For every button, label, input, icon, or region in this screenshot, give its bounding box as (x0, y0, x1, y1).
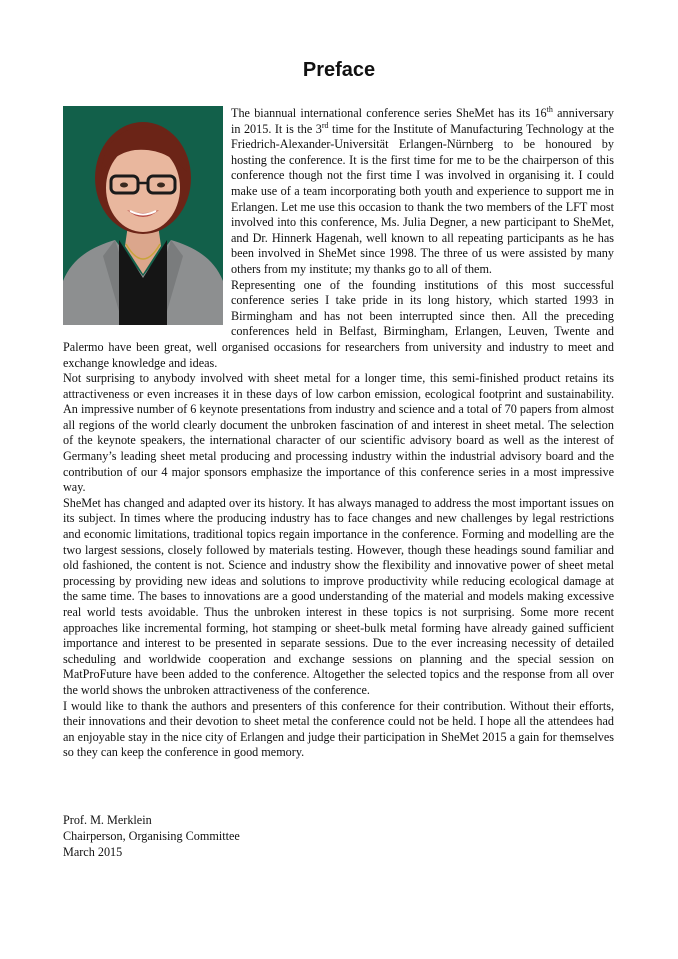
portrait-graphic (63, 106, 223, 325)
paragraph-1: The biannual international conference series SheMet has its 16th anniversary in 2015. It is the 3rd time for the Institute of Manufacturing Technology at the Friedrich-Alexander-Universität Erlangen-Nürnberg to be honoured by hosting the conference. It is the first time for me to be the chairperson of this conference though not the first time I was involved in organising it. I could make use of a team incorporating both youth and experience to support me in Erlangen. Let me use this occasion to thank the two members of the LFT most involved into this conference, Ms. Julia Degner, a new participant to SheMet, and Dr. Hinnerk Hagenah, well known to all repeating participants as he has been involved in SheMet since 1998. The three of us were assisted by many others from my institute; my thanks go to all of them. (231, 104, 615, 276)
signature-date: March 2015 (63, 845, 123, 859)
person-portrait-icon (63, 106, 223, 325)
paragraph-4: SheMet has changed and adapted over its history. It has always managed to address the most important issues on its subject. In times where the producing industry has to face changes and new challenges by legal restrictions and economic limitations, traditional topics regain importance in the conference. Forming and modelling are the two largest sessions, closely followed by materials testing. However, though these headings sound familiar and old fashioned, the content is not. Science and industry show the flexibility and innovative power of sheet metal processing by providing new ideas and solutions to improve productivity while reducing ecological damage at the same time. The bases to innovations are a good understanding of the material and models making excessive real world tests avoidable. Thus the unbroken interest in these topics is not surprising. Some more recent approaches like incremental forming, hot stamping or sheet-bulk metal forming have already gained sufficient importance and interest to be presented in separate sessions. Due to the ever increasing necessity of detailed scheduling and worldwide cooperation and exchange sessions on planning and the special session on MatProFuture have been added to the conference. Altogether the selected topics and the response from all over the world shows the unbroken attractiveness of the conference. (63, 495, 614, 697)
signature-block (63, 812, 463, 860)
signature-name: Prof. M. Merklein (63, 813, 152, 827)
paragraph-2: Representing one of the founding institutions of this most successful conference series I take pride in its long history, which started 1993 in Birmingham and has not been interrupted since then. All the preceding conferences held in Belfast, Birmingham, Erlangen, Leuven, Twente and Palermo have been great, well organised occasions for researchers from university and industry to meet and exchange knowledge and ideas. (63, 277, 614, 370)
paragraph-5: I would like to thank the authors and presenters of this conference for their contribution. Without their efforts, their innovations and their devotion to sheet metal the conference could not be held. I hope all the attendees had an enjoyable stay in the nice city of Erlangen and judge their participation in SheMet 2015 a gain for themselves so they can keep the conference in good memory. (63, 698, 614, 760)
paragraph-3: Not surprising to anybody involved with sheet metal for a longer time, this semi-finished product retains its attractiveness or even increases it in these days of low carbon emission, ecological footprint and sustainability. An impressive number of 6 keynote presentations from industry and science and a total of 70 papers from almost all regions of the world clearly document the unbroken fascination of and interest in sheet metal. The selection of the keynote speakers, the international character of our scientific advisory board as well as the interest of Germany’s leading sheet metal producing and processing industry within the industrial advisory board and the contribution of our 4 major sponsors emphasize the importance of this conference series in a most impressive way. (63, 371, 615, 495)
preface-body (63, 106, 614, 761)
signature-role: Chairperson, Organising Committee (63, 829, 240, 843)
page-title: Preface (302, 59, 376, 81)
